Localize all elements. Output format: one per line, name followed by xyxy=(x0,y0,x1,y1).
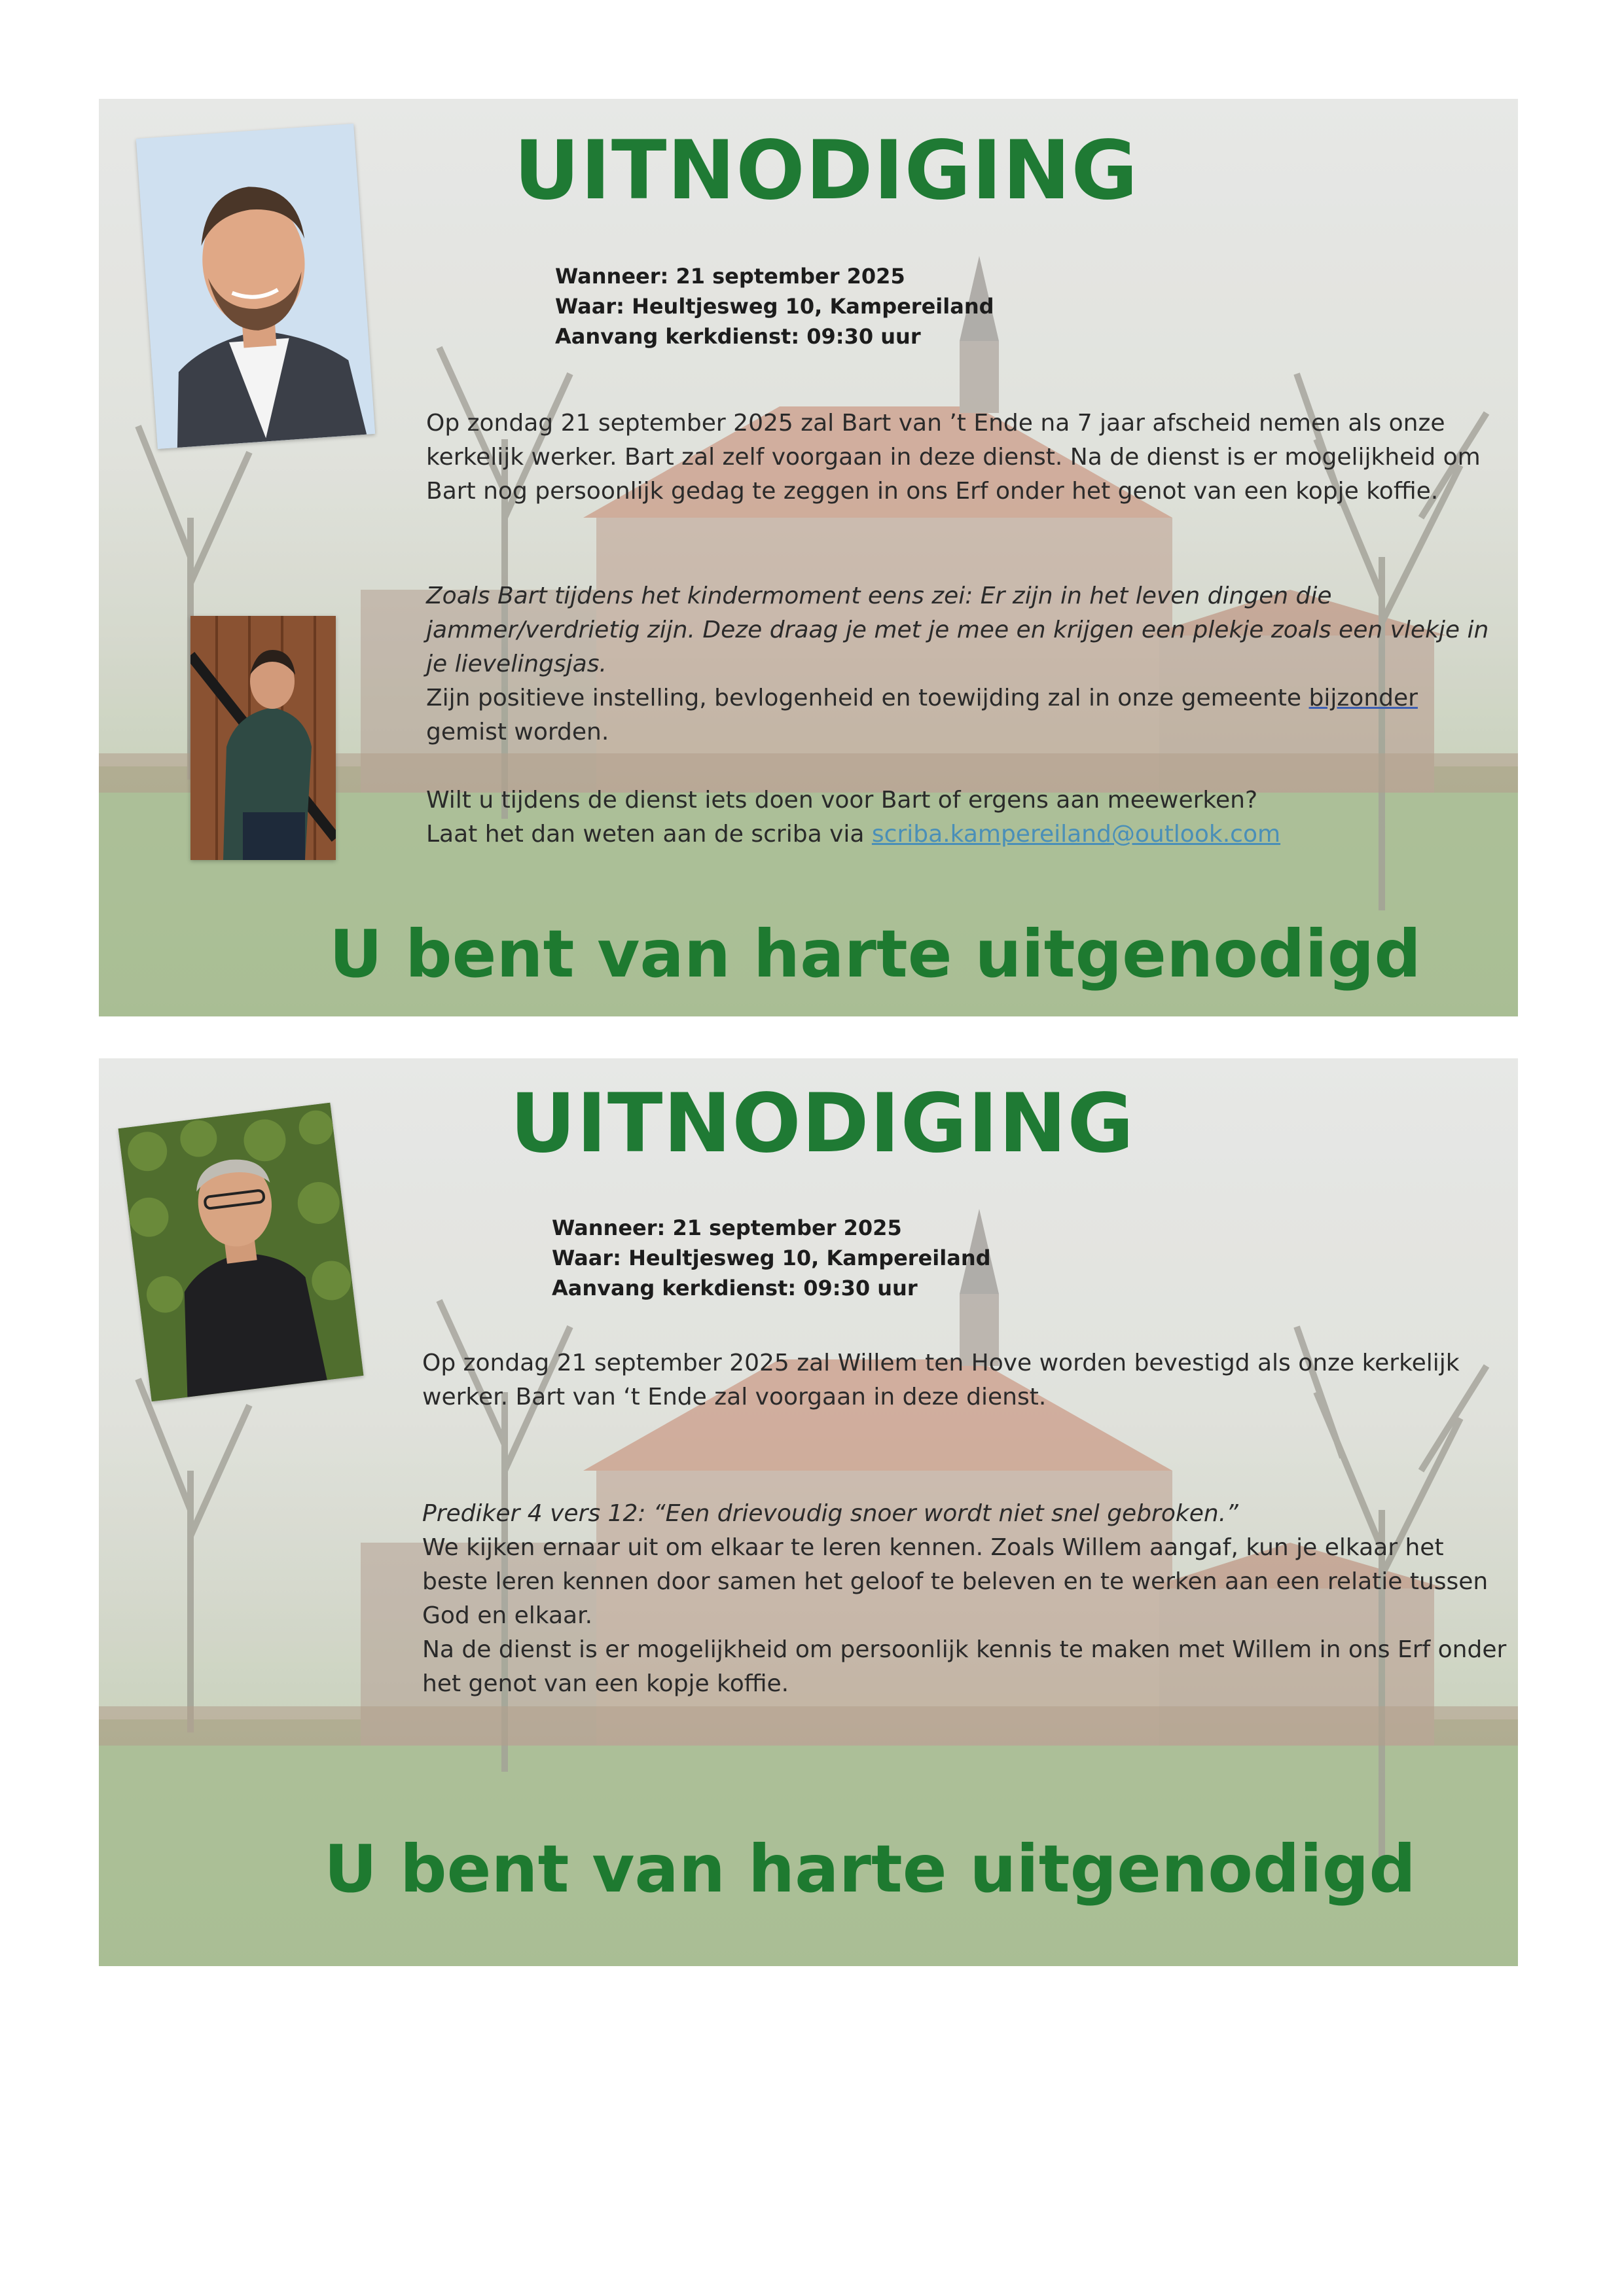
event-date: Wanneer: 21 september 2025 xyxy=(552,1215,902,1240)
installation-paragraph xyxy=(422,1346,1509,1414)
photo-bart-standing xyxy=(190,616,336,860)
event-location: Waar: Heultjesweg 10, Kampereiland xyxy=(555,294,994,319)
participation-question: Wilt u tijdens de dienst iets doen voor Bart of ergens aan meewerken? xyxy=(426,787,1258,814)
invitation-closing: U bent van harte uitgenodigd xyxy=(329,916,1421,992)
kindermoment-quote: Zoals Bart tijdens het kindermoment eens zei: Er zijn in het leven dingen die jammer/verdrietig zijn. Deze draag je met je mee en krijgen een plekje zoals een vlekje in je lievelingsjas. xyxy=(426,583,1489,677)
event-details xyxy=(555,261,994,351)
event-date: Wanneer: 21 september 2025 xyxy=(555,264,905,289)
invitation-card-farewell xyxy=(99,99,1518,1016)
scriba-email-link[interactable]: scriba.kampereiland@outlook.com xyxy=(871,821,1281,848)
appreciation-text xyxy=(426,681,1500,749)
invitation-title: UITNODIGING xyxy=(510,1077,1135,1171)
event-location: Waar: Heultjesweg 10, Kampereiland xyxy=(552,1246,991,1270)
underlined-word: bijzonder xyxy=(1308,685,1418,711)
event-start-time: Aanvang kerkdienst: 09:30 uur xyxy=(552,1276,918,1300)
portrait-photo-bart xyxy=(136,124,375,449)
scripture-quote: Prediker 4 vers 12: “Een drievoudig snoer wordt niet snel gebroken.” xyxy=(422,1500,1238,1527)
contact-line xyxy=(426,817,1500,852)
installation-announcement-text: Op zondag 21 september 2025 zal Willem ten Hove worden bevestigd als onze kerkelijk werker. Bart van ‘t Ende zal voorgaan in deze dienst. xyxy=(422,1350,1460,1410)
portrait-photo-willem xyxy=(118,1103,364,1402)
event-details xyxy=(552,1213,991,1303)
invitation-card-installation xyxy=(99,1058,1518,1966)
coffee-invitation-text: Na de dienst is er mogelijkheid om persoonlijk kennis te maken met Willem in ons Erf onder het genot van een kopje koffie. xyxy=(422,1636,1507,1697)
farewell-announcement-text: Op zondag 21 september 2025 zal Bart van ’t Ende na 7 jaar afscheid nemen als onze kerkelijk werker. Bart zal zelf voorgaan in deze dienst. Na de dienst is er mogelijkheid om Bart nog persoonlijk gedag te zeggen in ons Erf onder het genot van een kopje koffie. xyxy=(426,410,1481,505)
welcome-text: We kijken ernaar uit om elkaar te leren kennen. Zoals Willem aangaf, kun je elkaar het beste leren kennen door samen het geloof te beleven en te werken aan een relatie tussen God en elkaar. xyxy=(422,1534,1489,1629)
appreciation-end: gemist worden. xyxy=(426,719,609,745)
quote-and-closing-text xyxy=(426,579,1500,852)
appreciation-start: Zijn positieve instelling, bevlogenheid en toewijding zal in onze gemeente xyxy=(426,685,1302,711)
portrait-illustration xyxy=(118,1103,364,1402)
event-start-time: Aanvang kerkdienst: 09:30 uur xyxy=(555,324,921,349)
standing-person-illustration xyxy=(190,616,336,860)
scripture-and-welcome-text xyxy=(422,1497,1517,1701)
farewell-paragraph xyxy=(426,406,1500,509)
invitation-closing: U bent van harte uitgenodigd xyxy=(324,1831,1416,1907)
invitation-title: UITNODIGING xyxy=(514,124,1139,218)
portrait-illustration xyxy=(136,124,375,449)
contact-text: Laat het dan weten aan de scriba via xyxy=(426,821,865,848)
